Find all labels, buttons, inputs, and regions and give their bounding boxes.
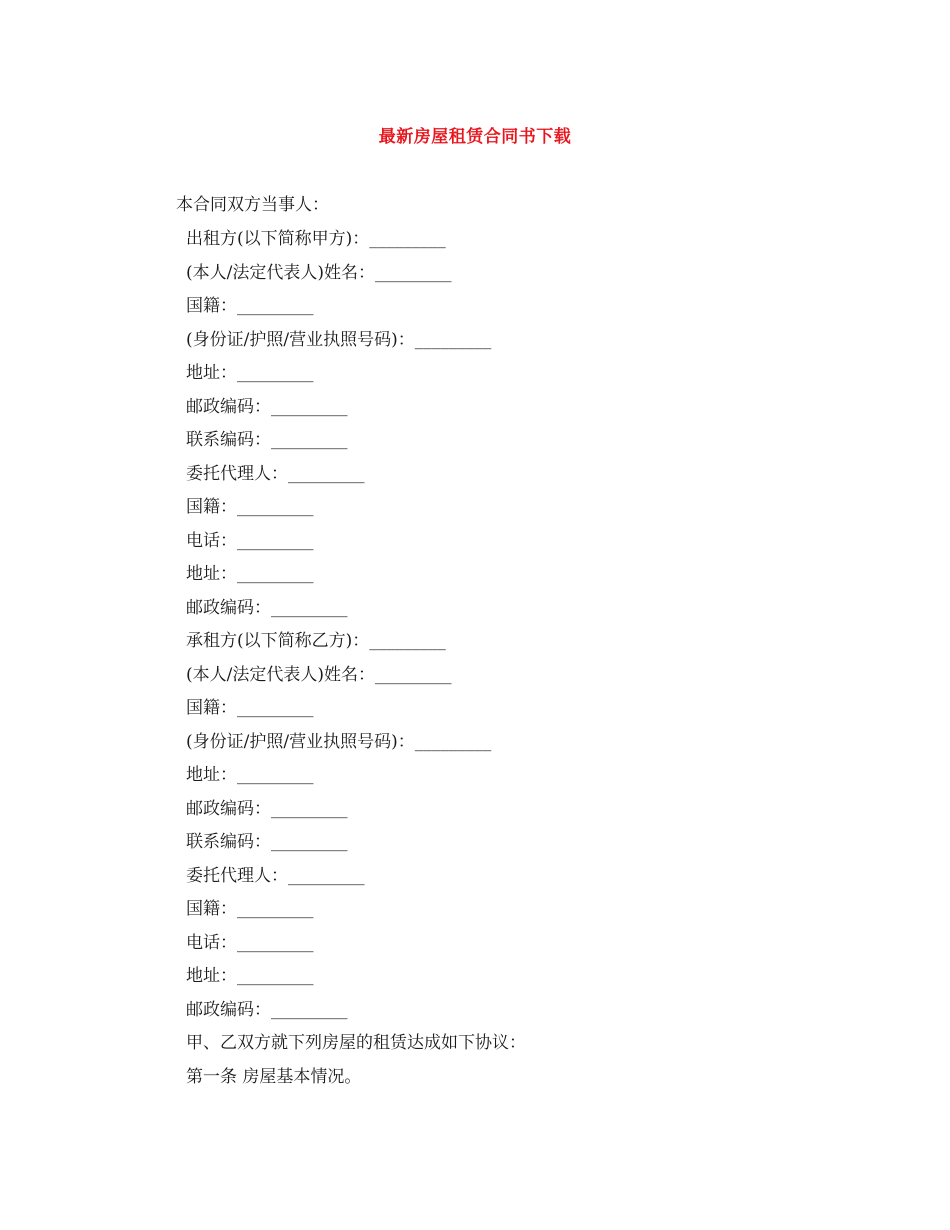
lessor-postcode-line: 邮政编码：_________ bbox=[186, 396, 348, 417]
lessee-agent-phone-line: 电话：_________ bbox=[186, 932, 314, 953]
lessee-id-line: (身份证/护照/营业执照号码)：_________ bbox=[186, 731, 492, 752]
lessor-contact-line: 联系编码：_________ bbox=[186, 430, 348, 450]
article-one-heading: 第一条 房屋基本情况。 bbox=[186, 1066, 362, 1087]
lessee-contact-line: 联系编码：_________ bbox=[186, 832, 348, 852]
agreement-statement-line: 甲、乙双方就下列房屋的租赁达成如下协议： bbox=[186, 1033, 526, 1053]
contract-parties-heading: 本合同双方当事人： bbox=[176, 195, 329, 215]
lessee-address-line: 地址：_________ bbox=[186, 765, 314, 785]
contract-lines bbox=[186, 227, 526, 1098]
lessor-name-line: (本人/法定代表人)姓名：_________ bbox=[186, 262, 452, 283]
lessor-agent-phone-line: 电话：_________ bbox=[186, 530, 314, 551]
lessor-agent-address-line: 地址：_________ bbox=[186, 564, 314, 584]
lessee-name-line: (本人/法定代表人)姓名：_________ bbox=[186, 664, 452, 685]
lessor-address-line: 地址：_________ bbox=[186, 363, 314, 383]
lessee-line: 承租方(以下简称乙方)：_________ bbox=[186, 631, 446, 651]
lessor-agent-nationality-line: 国籍：_________ bbox=[186, 497, 314, 517]
lessee-agent-nationality-line: 国籍：_________ bbox=[186, 899, 314, 919]
lessor-nationality-line: 国籍：_________ bbox=[186, 296, 314, 316]
lessor-agent-postcode-line: 邮政编码：_________ bbox=[186, 597, 348, 618]
document-title: 最新房屋租赁合同书下载 bbox=[378, 127, 572, 147]
lessee-nationality-line: 国籍：_________ bbox=[186, 698, 314, 718]
lessee-agent-line: 委托代理人：_________ bbox=[186, 865, 365, 886]
lessee-agent-postcode-line: 邮政编码：_________ bbox=[186, 999, 348, 1020]
lessee-postcode-line: 邮政编码：_________ bbox=[186, 798, 348, 819]
lessor-line: 出租方(以下简称甲方)：_________ bbox=[186, 229, 446, 249]
lessor-id-line: (身份证/护照/营业执照号码)：_________ bbox=[186, 329, 492, 350]
lessor-agent-line: 委托代理人：_________ bbox=[186, 463, 365, 484]
lessee-agent-address-line: 地址：_________ bbox=[186, 966, 314, 986]
